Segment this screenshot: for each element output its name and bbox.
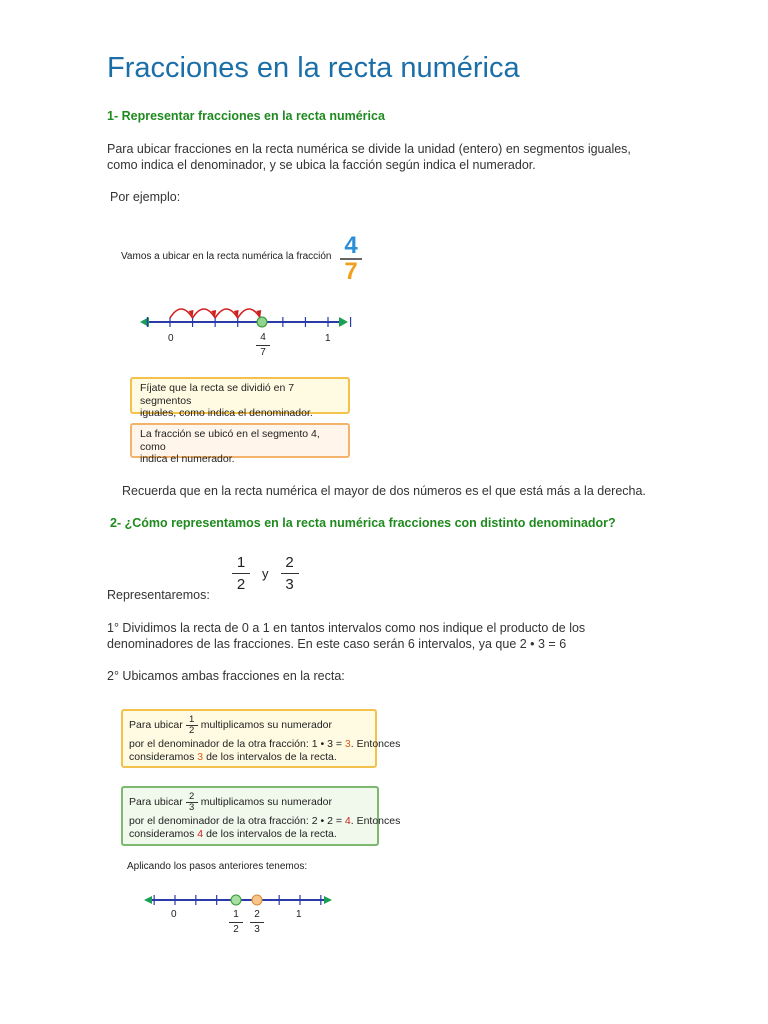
- fraction-bar: [256, 345, 270, 346]
- step-2-text: 2° Ubicamos ambas fracciones en la recta:: [107, 669, 345, 683]
- explanation-box-one-half: [121, 709, 401, 768]
- mark-fraction-one-half: [229, 910, 243, 935]
- mark-fraction-denominator: 7: [260, 347, 266, 358]
- page-title: Fracciones en la recta numérica: [107, 52, 520, 84]
- inline-fraction: [186, 792, 198, 812]
- paragraph-line: denominadores de las fracciones. En este caso serán 6 intervalos, ya que 2 • 3 = 6: [107, 637, 567, 651]
- box-text: consideramos: [129, 750, 195, 763]
- calc-value: 2: [311, 815, 318, 827]
- note-line: iguales, como indica el denominador.: [140, 407, 313, 419]
- label-zero: 0: [168, 333, 174, 344]
- mark-fraction: [256, 333, 270, 358]
- fraction-numerator: 1: [236, 554, 246, 571]
- section-1-heading: 1- Representar fracciones en la recta numérica: [107, 109, 385, 123]
- fraction-bar: [232, 573, 250, 574]
- fraction-bar: [281, 573, 299, 574]
- fraction-denominator: 2: [233, 924, 239, 935]
- fraction-numerator: 2: [285, 554, 294, 571]
- fraction-denominator: 3: [254, 924, 260, 935]
- fraction-denominator: 3: [189, 801, 195, 813]
- step-1-paragraph: [107, 620, 727, 652]
- box-text: consideramos: [129, 827, 195, 840]
- label-one: 1: [296, 909, 302, 920]
- explanation-box-two-thirds: [121, 786, 401, 846]
- label-zero: 0: [171, 909, 177, 920]
- big-fraction-numerator: 4: [344, 232, 358, 259]
- hop-arc: [238, 309, 261, 318]
- big-fraction-denominator: 7: [344, 258, 358, 285]
- calc-result: 3: [344, 738, 351, 750]
- box-line: [129, 751, 369, 764]
- represent-label: Representaremos:: [107, 588, 210, 602]
- paragraph-line: como indica el denominador, y se ubica la facción según indica el numerador.: [107, 158, 536, 172]
- calc-equals: =: [335, 815, 342, 827]
- fraction-denominator: 2: [236, 576, 246, 593]
- inline-fraction: [186, 715, 198, 735]
- big-fraction: [340, 234, 362, 284]
- paragraph-line: 1° Dividimos la recta de 0 a 1 en tantos intervalos como nos indique el producto de los: [107, 621, 586, 635]
- box-line: [129, 828, 371, 841]
- box-text: Para ubicar: [129, 795, 183, 808]
- fraction-numerator: 1: [189, 714, 195, 725]
- calc-operator: •: [320, 815, 325, 827]
- figure-intro-text: Vamos a ubicar en la recta numérica la fracción: [121, 251, 332, 262]
- calc-operator: •: [320, 738, 325, 750]
- point-two-thirds: [252, 895, 262, 905]
- box-text: multiplicamos su numerador: [200, 718, 333, 731]
- left-arrow-head: [144, 896, 152, 904]
- fraction-bar: [250, 922, 264, 923]
- section-2-heading: 2- ¿Cómo representamos en la recta numérica fracciones con distinto denominador?: [110, 516, 616, 530]
- box-line: [129, 738, 401, 751]
- box-line: [129, 792, 371, 812]
- hop-arc: [170, 309, 193, 318]
- example-label: Por ejemplo:: [110, 190, 181, 204]
- box-text: de los intervalos de la recta.: [206, 827, 337, 840]
- fractions-to-represent: [232, 555, 299, 592]
- applying-text: Aplicando los pasos anteriores tenemos:: [127, 861, 308, 872]
- calc-value: 1: [311, 738, 318, 750]
- point-four-sevenths: [257, 317, 267, 327]
- fraction-denominator: 3: [285, 576, 294, 593]
- reminder-text: Recuerda que en la recta numérica el mayor de dos números es el que está más a la derecha.: [122, 484, 646, 498]
- mark-fraction-numerator: 4: [260, 332, 266, 343]
- fraction-numerator: 1: [233, 909, 239, 920]
- note-line: indica el numerador.: [140, 453, 235, 465]
- box-line: [129, 715, 369, 735]
- calc-result: 4: [344, 815, 351, 827]
- fraction-numerator: 2: [254, 909, 260, 920]
- note-line: Fíjate que la recta se dividió en 7 segmentos: [140, 382, 295, 407]
- calc-value: 2: [327, 815, 333, 827]
- number-line-1: [135, 296, 365, 336]
- right-arrow-head: [324, 896, 332, 904]
- highlight-number: 4: [197, 827, 204, 840]
- label-one: 1: [325, 333, 331, 344]
- note-line: La fracción se ubicó en el segmento 4, como: [140, 428, 320, 453]
- calc-value: 3: [327, 738, 333, 750]
- hop-arcs: [170, 309, 261, 318]
- box-text: multiplicamos su numerador: [200, 795, 333, 808]
- box-line: [129, 815, 401, 828]
- box-text: por el denominador de la otra fracción:: [129, 738, 309, 750]
- fraction-numerator: 2: [189, 791, 195, 802]
- note-box-numerator: [130, 423, 350, 465]
- highlight-number: 3: [197, 750, 204, 763]
- hop-arc: [215, 309, 238, 318]
- box-text: . Entonces: [350, 738, 401, 750]
- right-arrow-head: [339, 317, 348, 327]
- hop-arc: [193, 309, 216, 318]
- fraction-bar: [229, 922, 243, 923]
- mark-fraction-two-thirds: [250, 910, 264, 935]
- section-1-paragraph: [107, 141, 727, 173]
- fraction-one-half: [232, 555, 250, 592]
- box-text: . Entonces: [350, 815, 401, 827]
- calc-equals: =: [335, 738, 342, 750]
- box-text: Para ubicar: [129, 718, 183, 731]
- box-text: de los intervalos de la recta.: [206, 750, 337, 763]
- fraction-denominator: 2: [189, 724, 195, 736]
- point-one-half: [231, 895, 241, 905]
- paragraph-line: Para ubicar fracciones en la recta numérica se divide la unidad (entero) en segmentos iguales,: [107, 142, 631, 156]
- box-text: por el denominador de la otra fracción:: [129, 815, 309, 827]
- fraction-two-thirds: [281, 555, 299, 592]
- note-box-segments: [130, 377, 350, 419]
- and-word: y: [262, 566, 269, 581]
